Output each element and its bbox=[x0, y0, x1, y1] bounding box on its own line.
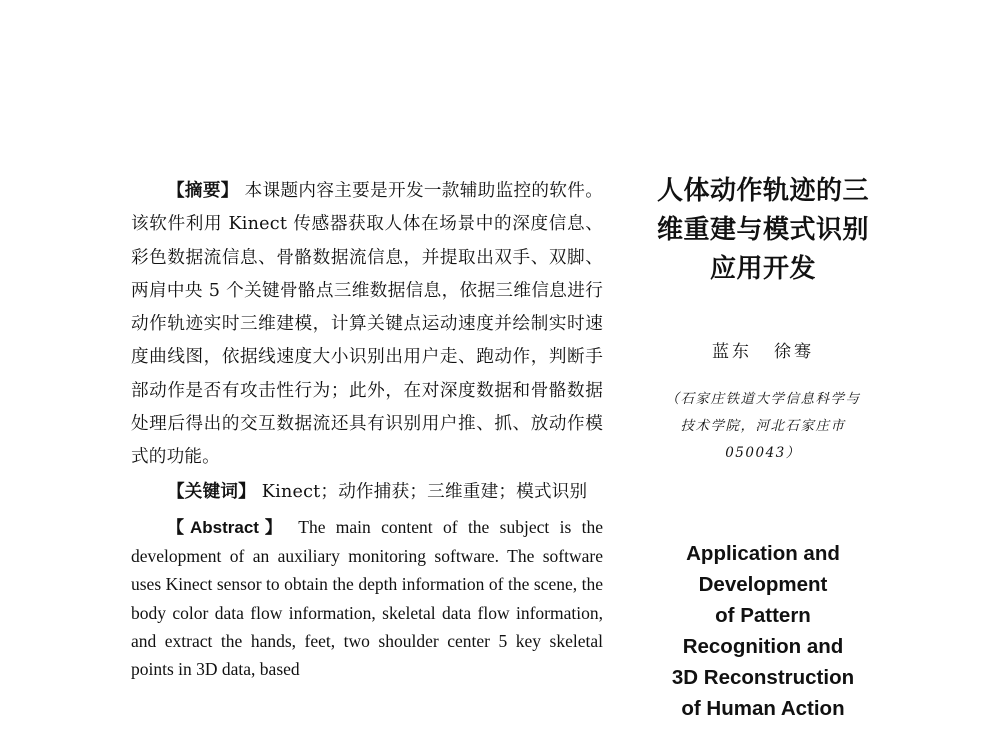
title-en-line6: of Human Action bbox=[681, 697, 845, 720]
title-cn-line3: 应用开发 bbox=[709, 254, 816, 284]
affiliation-line2: 技术学院，河北石家庄市 bbox=[680, 418, 846, 434]
title-en-line4: Recognition and bbox=[682, 635, 844, 658]
title-column bbox=[628, 170, 898, 724]
abstract-en-text: The main content of the subject is the development of an auxiliary monitoring software. The software uses Kinect sensor to obtain the depth information of the scene, the body color data flow information, skeletal data flow information, and extract the hands, feet, two shoulder center 5 key skeletal points in 3D data, based bbox=[131, 516, 603, 679]
abstract-en-label: 【Abstract】 bbox=[167, 517, 288, 537]
abstract-cn-label: 【摘要】 bbox=[167, 180, 239, 201]
author-1: 蓝东 bbox=[712, 342, 752, 362]
title-cn bbox=[628, 172, 898, 289]
keywords-cn-label: 【关键词】 bbox=[167, 480, 256, 502]
title-en bbox=[628, 538, 898, 724]
title-cn-line1: 人体动作轨迹的三 bbox=[656, 176, 869, 206]
keywords-cn bbox=[131, 475, 603, 509]
author-2: 徐骞 bbox=[774, 342, 814, 362]
abstract-cn-text: 本课题内容主要是开发一款辅助监控的软件。该软件利用 Kinect 传感器获取人体在场景中的深度信息、彩色数据流信息、骨骼数据流信息，并提取出双手、双脚、两肩中央 5 个关键骨骼点三维数据信息，依据三维信息进行动作轨迹实时三维建模，计算关键点运动速度并绘制实时速度曲线图，依据线速度大小识别出用户走、跑动作，判断手部动作是否有攻击性行为；此外，在对深度数据和骨骼数据处理后得出的交互数据流还具有识别用户推、抓、放动作模式的功能。 bbox=[131, 181, 603, 468]
title-en-line3: of Pattern bbox=[715, 604, 811, 627]
title-en-line5: 3D Reconstruction bbox=[671, 666, 855, 689]
keywords-cn-text: Kinect；动作捕获；三维重建；模式识别 bbox=[261, 481, 588, 502]
title-cn-line2: 维重建与模式识别 bbox=[656, 215, 869, 245]
affiliation bbox=[628, 386, 898, 467]
title-en-line2: Development bbox=[698, 573, 828, 596]
abstract-column bbox=[131, 174, 603, 683]
affiliation-line3: 050043） bbox=[725, 445, 801, 461]
abstract-cn bbox=[131, 174, 603, 475]
abstract-en bbox=[131, 513, 603, 683]
authors bbox=[628, 337, 898, 362]
affiliation-line1: （石家庄铁道大学信息科学与 bbox=[665, 391, 861, 407]
title-en-line1: Application and bbox=[686, 542, 840, 565]
